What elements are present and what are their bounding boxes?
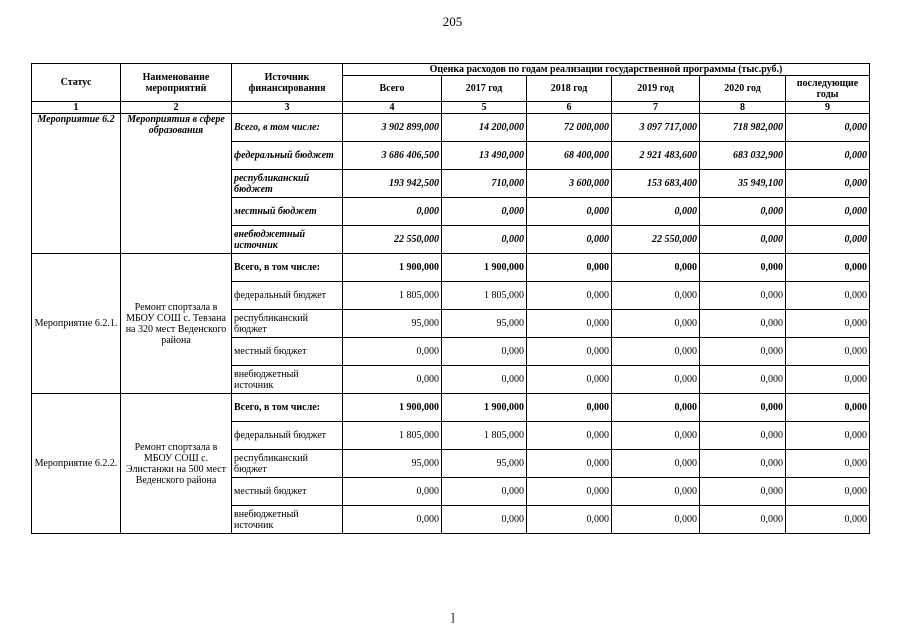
header-2019: 2019 год — [612, 76, 700, 102]
page-number: 205 — [442, 14, 463, 29]
activity-name: Мероприятия в сфере образования — [121, 114, 232, 254]
header-estimate-group: Оценка расходов по годам реализации государственной программы (тыс.руб.) — [343, 64, 870, 76]
amount-cell: 0,000 — [612, 198, 700, 226]
column-number-cell: 5 — [442, 102, 527, 114]
amount-cell: 68 400,000 — [527, 142, 612, 170]
amount-cell: 0,000 — [343, 366, 442, 394]
amount-cell: 0,000 — [786, 366, 870, 394]
amount-cell: 0,000 — [527, 394, 612, 422]
funding-source-label: внебюджетный источник — [232, 366, 343, 394]
funding-source-label: местный бюджет — [232, 338, 343, 366]
amount-cell: 0,000 — [700, 478, 786, 506]
amount-cell: 0,000 — [343, 478, 442, 506]
amount-cell: 0,000 — [612, 422, 700, 450]
amount-cell: 22 550,000 — [612, 226, 700, 254]
amount-cell: 193 942,500 — [343, 170, 442, 198]
amount-cell: 0,000 — [442, 198, 527, 226]
funding-source-label: внебюджетный источник — [232, 226, 343, 254]
header-later-years: последующие годы — [786, 76, 870, 102]
table-row — [32, 114, 870, 142]
amount-cell: 0,000 — [612, 478, 700, 506]
amount-cell: 0,000 — [612, 310, 700, 338]
amount-cell: 0,000 — [786, 422, 870, 450]
amount-cell: 14 200,000 — [442, 114, 527, 142]
activity-name: Ремонт спортзала в МБОУ СОШ с. Тевзана на 320 мест Веденского района — [121, 254, 232, 394]
amount-cell: 0,000 — [612, 394, 700, 422]
amount-cell: 0,000 — [786, 506, 870, 534]
amount-cell: 1 805,000 — [343, 422, 442, 450]
amount-cell: 13 490,000 — [442, 142, 527, 170]
activity-status: Мероприятие 6.2.1. — [32, 254, 121, 394]
activity-name: Ремонт спортзала в МБОУ СОШ с. Элистанжи на 500 мест Веденского района — [121, 394, 232, 534]
amount-cell: 0,000 — [527, 506, 612, 534]
amount-cell: 22 550,000 — [343, 226, 442, 254]
amount-cell: 0,000 — [700, 506, 786, 534]
amount-cell: 0,000 — [612, 506, 700, 534]
amount-cell: 0,000 — [786, 478, 870, 506]
amount-cell: 0,000 — [700, 282, 786, 310]
amount-cell: 0,000 — [527, 450, 612, 478]
amount-cell: 1 805,000 — [343, 282, 442, 310]
funding-source-label: Всего, в том числе: — [232, 254, 343, 282]
funding-source-label: республиканский бюджет — [232, 310, 343, 338]
header-status: Статус — [32, 64, 121, 102]
funding-source-label: федеральный бюджет — [232, 142, 343, 170]
amount-cell: 0,000 — [700, 450, 786, 478]
amount-cell: 1 900,000 — [442, 394, 527, 422]
amount-cell: 0,000 — [442, 226, 527, 254]
funding-source-label: местный бюджет — [232, 198, 343, 226]
amount-cell: 0,000 — [700, 310, 786, 338]
amount-cell: 0,000 — [786, 254, 870, 282]
amount-cell: 0,000 — [700, 366, 786, 394]
amount-cell: 0,000 — [612, 254, 700, 282]
amount-cell: 2 921 483,600 — [612, 142, 700, 170]
amount-cell: 0,000 — [786, 338, 870, 366]
amount-cell: 3 902 899,000 — [343, 114, 442, 142]
amount-cell: 0,000 — [527, 422, 612, 450]
amount-cell: 0,000 — [442, 366, 527, 394]
activity-status: Мероприятие 6.2 — [32, 114, 121, 254]
table-row — [32, 254, 870, 282]
amount-cell: 0,000 — [700, 198, 786, 226]
column-number-cell: 7 — [612, 102, 700, 114]
funding-source-label: Всего, в том числе: — [232, 114, 343, 142]
amount-cell: 0,000 — [786, 198, 870, 226]
amount-cell: 0,000 — [527, 310, 612, 338]
amount-cell: 0,000 — [786, 142, 870, 170]
table-row — [32, 394, 870, 422]
amount-cell: 95,000 — [442, 450, 527, 478]
header-total: Всего — [343, 76, 442, 102]
amount-cell: 1 900,000 — [343, 254, 442, 282]
amount-cell: 0,000 — [527, 366, 612, 394]
amount-cell: 0,000 — [442, 506, 527, 534]
amount-cell: 0,000 — [527, 226, 612, 254]
amount-cell: 0,000 — [527, 478, 612, 506]
column-number-cell: 9 — [786, 102, 870, 114]
amount-cell: 0,000 — [527, 282, 612, 310]
amount-cell: 0,000 — [786, 282, 870, 310]
amount-cell: 0,000 — [343, 506, 442, 534]
budget-table — [31, 63, 870, 534]
column-number-cell: 3 — [232, 102, 343, 114]
funding-source-label: республиканский бюджет — [232, 170, 343, 198]
funding-source-label: внебюджетный источник — [232, 506, 343, 534]
amount-cell: 0,000 — [612, 282, 700, 310]
amount-cell: 0,000 — [343, 338, 442, 366]
amount-cell: 0,000 — [700, 338, 786, 366]
amount-cell: 0,000 — [527, 254, 612, 282]
header-2020: 2020 год — [700, 76, 786, 102]
amount-cell: 683 032,900 — [700, 142, 786, 170]
amount-cell: 0,000 — [700, 226, 786, 254]
activity-status: Мероприятие 6.2.2. — [32, 394, 121, 534]
column-number-cell: 4 — [343, 102, 442, 114]
amount-cell: 3 686 406,500 — [343, 142, 442, 170]
header-activity-name: Наименование мероприятий — [121, 64, 232, 102]
column-number-cell: 1 — [32, 102, 121, 114]
amount-cell: 3 600,000 — [527, 170, 612, 198]
amount-cell: 1 900,000 — [343, 394, 442, 422]
amount-cell: 0,000 — [343, 198, 442, 226]
column-number-cell: 8 — [700, 102, 786, 114]
amount-cell: 0,000 — [786, 394, 870, 422]
funding-source-label: местный бюджет — [232, 478, 343, 506]
amount-cell: 95,000 — [343, 310, 442, 338]
amount-cell: 0,000 — [700, 394, 786, 422]
amount-cell: 0,000 — [612, 450, 700, 478]
amount-cell: 0,000 — [442, 478, 527, 506]
amount-cell: 1 900,000 — [442, 254, 527, 282]
amount-cell: 710,000 — [442, 170, 527, 198]
amount-cell: 0,000 — [700, 254, 786, 282]
amount-cell: 153 683,400 — [612, 170, 700, 198]
funding-source-label: Всего, в том числе: — [232, 394, 343, 422]
amount-cell: 0,000 — [612, 366, 700, 394]
amount-cell: 0,000 — [527, 338, 612, 366]
amount-cell: 35 949,100 — [700, 170, 786, 198]
funding-source-label: республиканский бюджет — [232, 450, 343, 478]
amount-cell: 0,000 — [786, 450, 870, 478]
amount-cell: 3 097 717,000 — [612, 114, 700, 142]
header-2018: 2018 год — [527, 76, 612, 102]
amount-cell: 72 000,000 — [527, 114, 612, 142]
amount-cell: 95,000 — [442, 310, 527, 338]
amount-cell: 0,000 — [786, 310, 870, 338]
column-number-cell: 6 — [527, 102, 612, 114]
column-number-cell: 2 — [121, 102, 232, 114]
amount-cell: 0,000 — [442, 338, 527, 366]
amount-cell: 0,000 — [612, 338, 700, 366]
funding-source-label: федеральный бюджет — [232, 422, 343, 450]
funding-source-label: федеральный бюджет — [232, 282, 343, 310]
amount-cell: 1 805,000 — [442, 422, 527, 450]
amount-cell: 0,000 — [527, 198, 612, 226]
footer-mark: ] — [450, 610, 455, 624]
amount-cell: 0,000 — [700, 422, 786, 450]
amount-cell: 1 805,000 — [442, 282, 527, 310]
amount-cell: 95,000 — [343, 450, 442, 478]
header-2017: 2017 год — [442, 76, 527, 102]
header-funding-source: Источник финансирования — [232, 64, 343, 102]
amount-cell: 718 982,000 — [700, 114, 786, 142]
amount-cell: 0,000 — [786, 114, 870, 142]
amount-cell: 0,000 — [786, 226, 870, 254]
amount-cell: 0,000 — [786, 170, 870, 198]
